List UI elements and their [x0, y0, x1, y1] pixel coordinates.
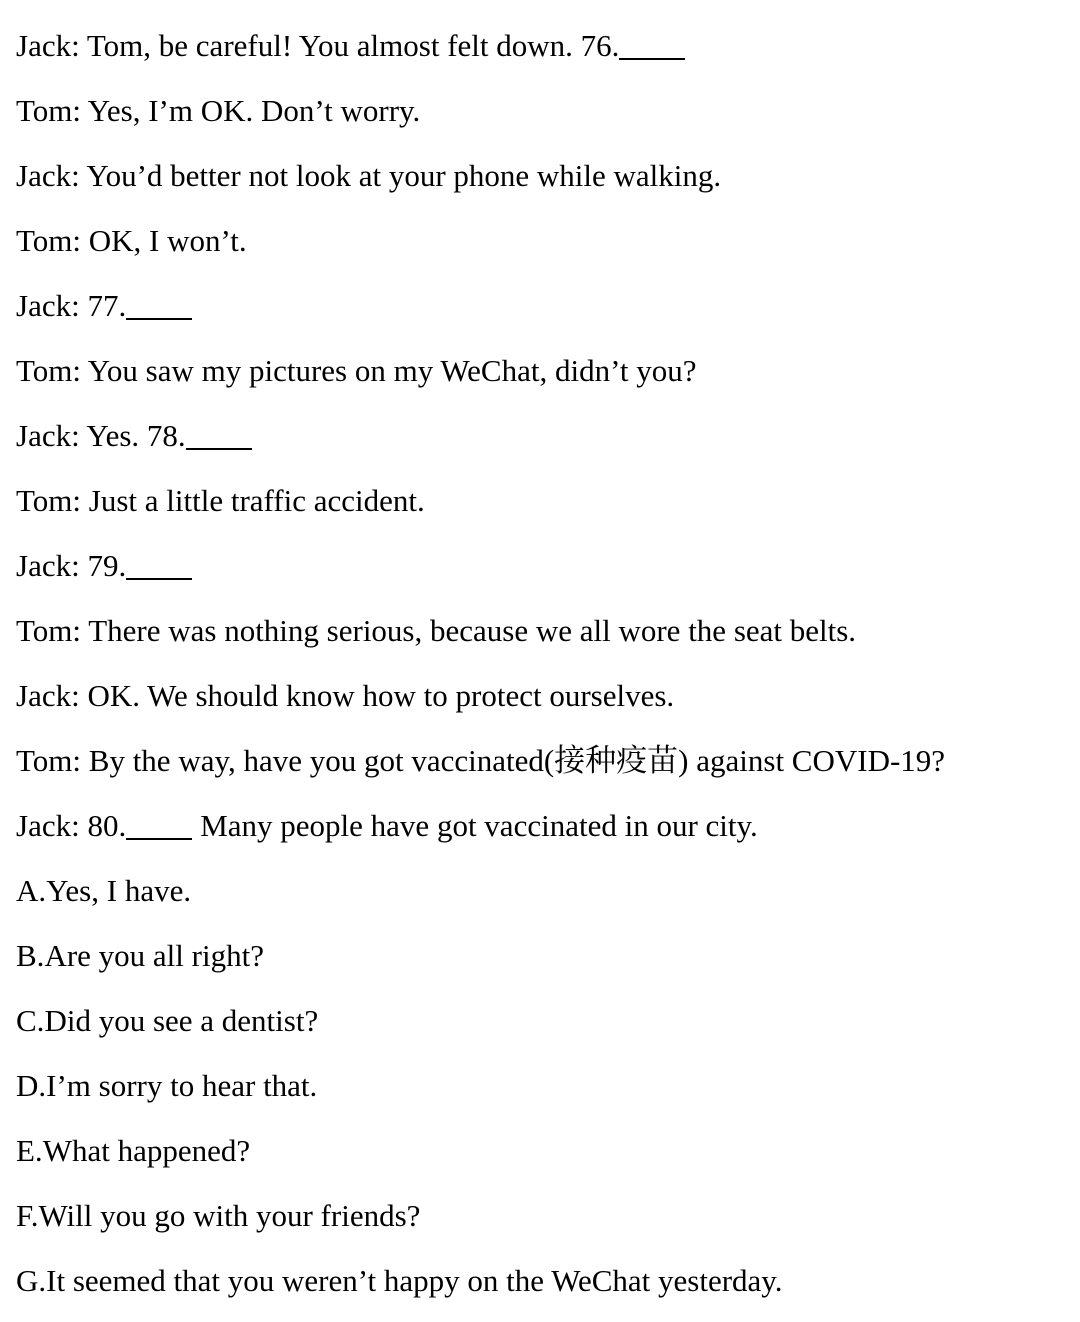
- dialogue-text: You’d better not look at your phone while walking.: [86, 158, 722, 193]
- speaker-colon: :: [72, 613, 89, 648]
- speaker-name: Jack: [16, 808, 72, 843]
- speaker-name: Tom: [16, 223, 73, 258]
- speaker-colon: :: [71, 158, 87, 193]
- option-item: [16, 1257, 1066, 1322]
- speaker-colon: :: [72, 223, 89, 258]
- speaker-colon: :: [71, 28, 87, 63]
- answer-blank: [186, 418, 252, 450]
- speaker-colon: :: [71, 548, 88, 583]
- option-letter: B.: [16, 938, 45, 973]
- answer-blank: [126, 288, 192, 320]
- speaker-name: Jack: [16, 288, 72, 323]
- speaker-name: Jack: [16, 678, 72, 713]
- speaker-name: Jack: [16, 548, 72, 583]
- dialogue-line: [16, 22, 1066, 87]
- option-letter: E.: [16, 1133, 43, 1168]
- speaker-colon: :: [72, 743, 89, 778]
- option-item: [16, 1062, 1066, 1127]
- dialogue-text: OK, I won’t.: [88, 223, 247, 258]
- option-text: Will you go with your friends?: [38, 1198, 421, 1233]
- dialogue-text: Yes. 78.: [86, 418, 186, 453]
- speaker-colon: :: [71, 678, 88, 713]
- answer-blank: [126, 548, 192, 580]
- dialogue-line: [16, 282, 1066, 347]
- option-item: [16, 932, 1066, 997]
- dialogue-line: [16, 802, 1066, 867]
- speaker-name: Tom: [16, 483, 73, 518]
- answer-blank: [126, 808, 192, 840]
- option-letter: C.: [16, 1003, 45, 1038]
- speaker-colon: :: [72, 483, 89, 518]
- speaker-name: Tom: [16, 93, 73, 128]
- option-item: [16, 1192, 1066, 1257]
- speaker-name: Tom: [16, 353, 73, 388]
- dialogue-line: [16, 672, 1066, 737]
- dialogue-text: OK. We should know how to protect ourselves.: [87, 678, 675, 713]
- dialogue-text: 80.: [87, 808, 127, 843]
- dialogue-line: [16, 87, 1066, 152]
- option-text: It seemed that you weren’t happy on the WeChat yesterday.: [46, 1263, 783, 1298]
- option-text: I’m sorry to hear that.: [46, 1068, 318, 1103]
- dialogue: [16, 22, 1066, 867]
- speaker-name: Jack: [16, 418, 72, 453]
- option-text: Did you see a dentist?: [44, 1003, 319, 1038]
- document: [16, 22, 1066, 1322]
- speaker-colon: :: [71, 288, 88, 323]
- dialogue-text: There was nothing serious, because we all wore the seat belts.: [88, 613, 857, 648]
- dialogue-text: 79.: [87, 548, 127, 583]
- dialogue-line: [16, 542, 1066, 607]
- dialogue-line: [16, 412, 1066, 477]
- speaker-name: Jack: [16, 28, 72, 63]
- option-item: [16, 997, 1066, 1062]
- dialogue-text-after-blank: Many people have got vaccinated in our city.: [200, 808, 758, 843]
- option-item: [16, 867, 1066, 932]
- dialogue-text: Tom, be careful! You almost felt down. 76.: [86, 28, 620, 63]
- dialogue-line: [16, 607, 1066, 672]
- option-letter: G.: [16, 1263, 47, 1298]
- dialogue-text: 77.: [87, 288, 127, 323]
- speaker-name: Tom: [16, 613, 73, 648]
- answer-blank: [619, 28, 685, 60]
- option-letter: D.: [16, 1068, 47, 1103]
- speaker-colon: :: [72, 93, 88, 128]
- dialogue-line: [16, 477, 1066, 542]
- option-letter: A.: [16, 873, 47, 908]
- speaker-colon: :: [72, 353, 88, 388]
- option-letter: F.: [16, 1198, 39, 1233]
- option-text: Are you all right?: [44, 938, 264, 973]
- answer-options: [16, 867, 1066, 1322]
- speaker-colon: :: [71, 418, 87, 453]
- speaker-name: Jack: [16, 158, 72, 193]
- dialogue-text: By the way, have you got vaccinated(接种疫苗) against COVID-19?: [88, 743, 946, 778]
- option-item: [16, 1127, 1066, 1192]
- dialogue-text: Just a little traffic accident.: [88, 483, 425, 518]
- dialogue-line: [16, 152, 1066, 217]
- speaker-colon: :: [71, 808, 88, 843]
- dialogue-line: [16, 737, 1066, 802]
- speaker-name: Tom: [16, 743, 73, 778]
- dialogue-line: [16, 217, 1066, 282]
- dialogue-text: You saw my pictures on my WeChat, didn’t you?: [87, 353, 697, 388]
- dialogue-text: Yes, I’m OK. Don’t worry.: [87, 93, 421, 128]
- dialogue-line: [16, 347, 1066, 412]
- option-text: Yes, I have.: [46, 873, 192, 908]
- option-text: What happened?: [42, 1133, 251, 1168]
